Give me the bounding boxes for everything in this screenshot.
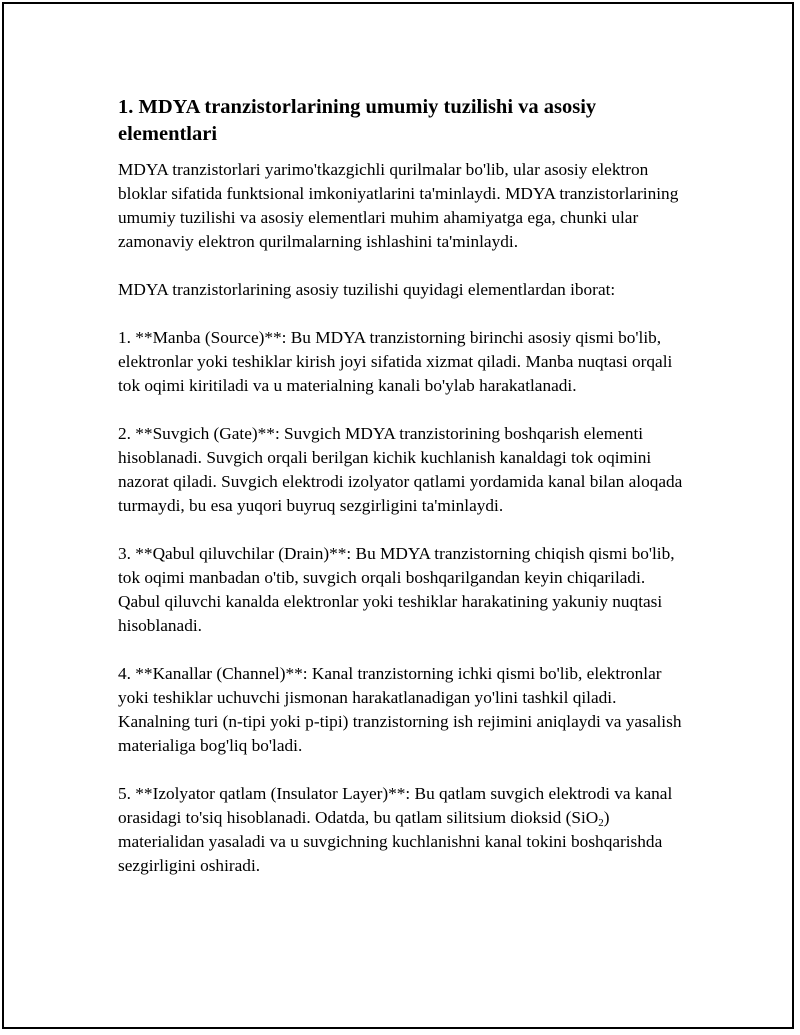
- intro-paragraph: MDYA tranzistorlari yarimo'tkazgichli qurilmalar bo'lib, ular asosiy elektron bloklar sifatida funktsional imkoniyatlarini ta'minlaydi. MDYA tranzistorlarining umumiy tuzilishi va asosiy elementlari muhim ahamiyatga ega, chunki ular zamonaviy elektron qurilmalarning ishlashini ta'minlaydi.: [118, 160, 679, 251]
- list-item-channel: 4. **Kanallar (Channel)**: Kanal tranzistorning ichki qismi bo'lib, elektronlar yoki teshiklar uchuvchi jismonan harakatlanadigan yo'lini tashkil qiladi. Kanalning turi (n-tipi yoki p-tipi) tranzistorning ish rejimini aniqlaydi va yasalish materialiga bog'liq bo'ladi.: [118, 664, 682, 755]
- insulator-text-before: 5. **Izolyator qatlam (Insulator Layer)**: Bu qatlam suvgich elektrodi va kanal orasidagi to'siq hisoblanadi. Odatda, bu qatlam silitsium dioksid (SiO: [118, 784, 673, 827]
- insulator-text-after: ) materialidan yasaladi va u suvgichning kuchlanishni kanal tokini boshqarishda sezgirligini oshiradi.: [118, 808, 663, 875]
- list-item-drain: 3. **Qabul qiluvchilar (Drain)**: Bu MDYA tranzistorning chiqish qismi bo'lib, tok oqimi manbadan o'tib, suvgich orqali boshqarilgandan keyin chiqariladi. Qabul qiluvchi kanalda elektronlar yoki teshiklar harakatining yakuniy nuqtasi hisoblanadi.: [118, 544, 675, 635]
- lead-paragraph: MDYA tranzistorlarining asosiy tuzilishi quyidagi elementlardan iborat:: [118, 280, 616, 299]
- list-item-source: 1. **Manba (Source)**: Bu MDYA tranzistorning birinchi asosiy qismi bo'lib, elektronlar yoki teshiklar kirish joyi sifatida xizmat qiladi. Manba nuqtasi orqali tok oqimi kiritiladi va u materialning kanali bo'ylab harakatlanadi.: [118, 328, 673, 395]
- oxide-subscript: 2: [598, 817, 604, 829]
- list-item-gate: 2. **Suvgich (Gate)**: Suvgich MDYA tranzistorining boshqarish elementi hisoblanadi. Suvgich orqali berilgan kichik kuchlanish kanaldagi tok oqimini nazorat qiladi. Suvgich elektrodi izolyator qatlami yordamida kanal bilan aloqada turmaydi, bu esa yuqori buyruq sezgirligini ta'minlaydi.: [118, 424, 683, 515]
- list-item-insulator: [118, 782, 688, 878]
- document-body: [118, 94, 688, 902]
- section-heading: 1. MDYA tranzistorlarining umumiy tuzilishi va asosiy elementlari: [118, 96, 597, 145]
